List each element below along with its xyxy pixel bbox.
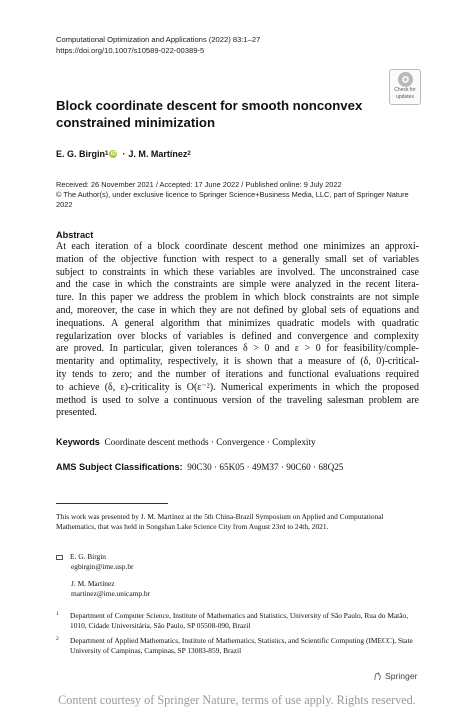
abstract-line: subject to constraints in which these variables are involved. The unconstrained case bbox=[56, 266, 419, 278]
abstract-line: inequations. A general algorithm that minimizes quadratic models with quadratic bbox=[56, 317, 419, 329]
corresponding-author-name: E. G. Birgin bbox=[70, 552, 106, 561]
keywords-text: Coordinate descent methods · Convergence · Complexity bbox=[104, 437, 316, 447]
ams-codes: 90C30 · 65K05 · 49M37 · 90C60 · 68Q25 bbox=[187, 462, 344, 472]
abstract-line: method is used to solve a continuous version of the traveling salesman problem are bbox=[56, 394, 419, 406]
abstract-line: and the case in which the constraints are simple were analyzed in the recent litera- bbox=[56, 279, 419, 291]
correspondence bbox=[56, 552, 150, 600]
author-name[interactable]: E. G. Birgin bbox=[56, 149, 106, 159]
footnote: This work was presented by J. M. Martínez at the 5th China-Brazil Symposium on Applied and Computational Mathematics, that was held in Songshan Lake Science City from August 23rd to 24th, 2021. bbox=[56, 512, 384, 532]
publisher-name: Springer bbox=[385, 671, 418, 681]
corresponding-author-email[interactable]: martinez@ime.unicamp.br bbox=[71, 589, 151, 599]
corresponding-author-email[interactable]: egbirgin@ime.usp.br bbox=[71, 562, 134, 572]
keywords-label: Keywords bbox=[56, 437, 100, 447]
footnote-divider bbox=[56, 503, 168, 504]
badge-line-1: Check for bbox=[394, 87, 416, 93]
affiliation-marker: 1 bbox=[105, 151, 109, 157]
affiliation-text: Department of Computer Science, Institute of Mathematics and Statistics, University of São Paulo, Rua do Matão, 1010, Cidade Universitária, São Paulo, SP 05508-090, Brazil bbox=[70, 611, 409, 631]
abstract-line: ity tends to zero; and the number of iterations and functional evaluations required bbox=[56, 368, 419, 380]
abstract-line: mentarity and optimality, respectively, it is shown that a measure of (δ, 0)-critical- bbox=[56, 356, 419, 368]
ams-label: AMS Subject Classifications: bbox=[56, 462, 183, 472]
abstract-line: are proved. In particular, given tolerances δ > 0 and ε > 0 for feasibility/comple- bbox=[56, 343, 419, 355]
abstract-line: ture. In this paper we address the problem in which block constraints are not simple bbox=[56, 292, 419, 304]
springer-horse-icon bbox=[373, 672, 382, 681]
affiliation-number: 2 bbox=[56, 636, 59, 642]
affiliation-marker: 2 bbox=[187, 151, 191, 157]
ams-classifications bbox=[56, 462, 426, 472]
orcid-icon[interactable]: iD bbox=[110, 151, 116, 157]
affiliation-text: Department of Applied Mathematics, Institute of Mathematics, Statistics, and Scientific Computing (IMECC), State University of Campinas, Campinas, SP 13083-859, Brazil bbox=[70, 636, 413, 656]
envelope-icon bbox=[56, 555, 63, 560]
author-name[interactable]: J. M. Martínez bbox=[128, 149, 188, 159]
keywords bbox=[56, 437, 426, 447]
check-for-updates-badge[interactable] bbox=[389, 69, 421, 105]
journal-citation: Computational Optimization and Applications (2022) 83:1–27 bbox=[56, 35, 261, 44]
courtesy-notice: Content courtesy of Springer Nature, terms of use apply. Rights reserved. bbox=[58, 693, 416, 707]
abstract-body bbox=[56, 241, 419, 420]
affiliation bbox=[56, 611, 421, 632]
abstract-line: presented. bbox=[56, 407, 97, 419]
publication-history bbox=[56, 180, 426, 210]
doi-link[interactable]: https://doi.org/10.1007/s10589-022-00389-5 bbox=[56, 46, 205, 55]
abstract-heading: Abstract bbox=[56, 230, 94, 240]
abstract-line: mation of the objective function with respect to a generally small set of variables bbox=[56, 253, 419, 265]
publisher-logo bbox=[373, 671, 417, 681]
abstract-line: regularization over blocks of variables is defined and convergence and complexity bbox=[56, 330, 419, 342]
author-separator: · bbox=[122, 149, 126, 159]
affiliation bbox=[56, 636, 421, 657]
refresh-icon bbox=[398, 72, 413, 87]
abstract-line: At each iteration of a block coordinate descent method one minimizes an approxi- bbox=[56, 241, 419, 252]
corresponding-author-name: J. M. Martínez bbox=[71, 578, 115, 588]
journal-header bbox=[56, 34, 260, 56]
author-list bbox=[56, 149, 191, 159]
affiliation-number: 1 bbox=[56, 611, 59, 617]
copyright-notice: © The Author(s), under exclusive licence to Springer Science+Business Media, LLC, part of Springer Nature 2022 bbox=[56, 190, 409, 209]
publication-dates: Received: 26 November 2021 / Accepted: 17 June 2022 / Published online: 9 July 2022 bbox=[56, 180, 342, 189]
badge-line-2: updates bbox=[396, 93, 414, 100]
paper-title: Block coordinate descent for smooth nonconvex constrained minimization bbox=[56, 98, 363, 130]
abstract-line: to achieve (δ, ε)-criticality is O(ε⁻²). Numerical experiments in which the proposed bbox=[56, 381, 419, 393]
abstract-line: and, moreover, the case in which they are not defined by global sets of equations and bbox=[56, 304, 419, 316]
